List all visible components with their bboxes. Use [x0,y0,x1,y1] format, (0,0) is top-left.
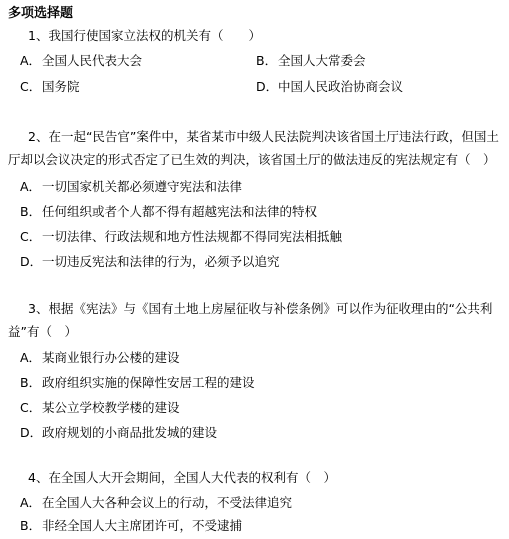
question-2-option-d [20,256,280,269]
question-2-option-b [20,206,317,219]
option-letter: A． [20,350,42,365]
section-title: 多项选择题 [8,6,74,21]
question-1-option-b [256,55,366,68]
question-3-option-d [20,427,217,440]
question-2 [8,125,504,171]
option-letter: B． [256,53,278,68]
option-text: 政府组织实施的保障性安居工程的建设 [42,375,255,390]
option-letter: D． [20,425,43,440]
question-4-option-b [20,520,242,533]
question-3-option-c [20,402,180,415]
question-2-option-c [20,231,342,244]
question-stem: 1、我国行使国家立法权的机关有（ ） [28,28,261,43]
question-3 [8,297,504,343]
option-text: 某商业银行办公楼的建设 [42,350,180,365]
option-text: 某公立学校教学楼的建设 [42,400,180,415]
question-stem: 4、在全国人大开会期间，全国人大代表的权利有（ ） [28,470,336,485]
option-text: 任何组织或者个人都不得有超越宪法和法律的特权 [42,204,318,219]
option-text: 一切国家机关都必须遵守宪法和法律 [42,179,243,194]
option-text: 国务院 [42,79,80,94]
option-letter: B． [20,204,42,219]
question-3-option-a [20,352,180,365]
option-letter: C． [20,79,42,94]
question-1-option-a [20,55,142,68]
option-text: 非经全国人大主席团许可，不受逮捕 [42,518,243,533]
option-text: 一切法律、行政法规和地方性法规都不得同宪法相抵触 [42,229,343,244]
option-letter: D． [256,79,279,94]
option-text: 在全国人大各种会议上的行动，不受法律追究 [42,495,293,510]
option-text: 政府规划的小商品批发城的建设 [42,425,218,440]
option-letter: B． [20,518,42,533]
question-1-option-d [256,81,403,94]
option-letter: B． [20,375,42,390]
option-text: 中国人民政治协商会议 [278,79,404,94]
question-stem: 3、根据《宪法》与《国有土地上房屋征收与补偿条例》可以作为征收理由的“公共利益”有（ ） [8,301,493,339]
option-letter: C． [20,400,42,415]
option-text: 全国人大常委会 [278,53,366,68]
option-letter: A． [20,179,42,194]
option-letter: C． [20,229,42,244]
question-4-option-a [20,497,292,510]
question-1-option-c [20,81,80,94]
option-text: 全国人民代表大会 [42,53,143,68]
option-letter: A． [20,495,42,510]
option-text: 一切违反宪法和法律的行为，必须予以追究 [42,254,280,269]
question-stem: 2、在一起“民告官”案件中，某省某市中级人民法院判决该省国土厅违法行政，但国土厅却以会议决定的形式否定了已生效的判决，该省国土厅的做法违反的宪法规定有（ ） [8,129,499,167]
question-2-option-a [20,181,242,194]
option-letter: A． [20,53,42,68]
question-4 [8,472,504,485]
question-3-option-b [20,377,255,390]
question-1 [8,30,504,43]
option-letter: D． [20,254,43,269]
